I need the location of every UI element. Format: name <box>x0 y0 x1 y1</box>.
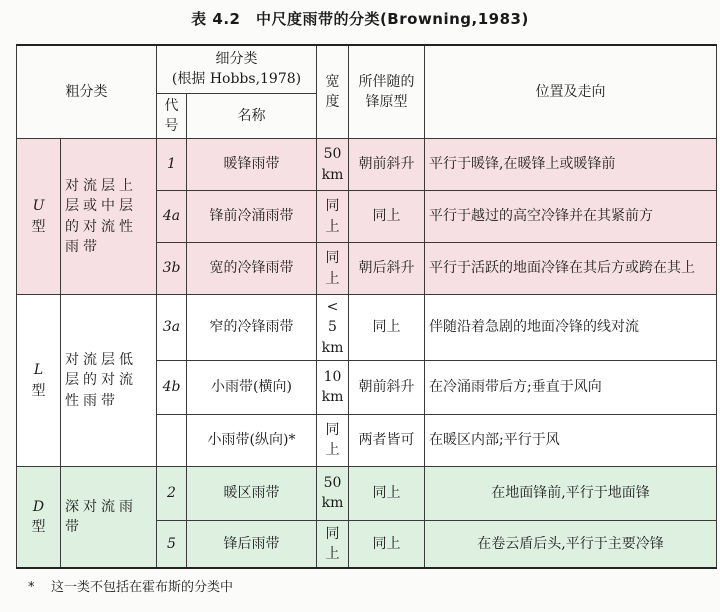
table-row <box>17 466 717 520</box>
header-code: 代号 <box>157 93 187 139</box>
row-name: 暖锋雨带 <box>187 139 317 191</box>
row-code: 1 <box>157 139 187 191</box>
row-code: 5 <box>157 520 187 568</box>
row-name: 宽的冷锋雨带 <box>187 243 317 295</box>
group-l-type <box>17 295 61 467</box>
row-width: 10 km <box>317 360 349 414</box>
row-name: 小雨带(纵向)* <box>187 414 317 466</box>
row-name: 窄的冷锋雨带 <box>187 295 317 361</box>
row-position: 平行于活跃的地面冷锋在其后方或跨在其上 <box>425 243 717 295</box>
row-position: 在地面锋前,平行于地面锋 <box>425 466 717 520</box>
row-front: 朝前斜升 <box>349 139 425 191</box>
footnote <box>28 576 233 595</box>
row-front: 同上 <box>349 466 425 520</box>
group-u-desc: 对流层上层或中层的对流性雨带 <box>61 139 157 295</box>
row-front: 朝前斜升 <box>349 360 425 414</box>
group-u-suffix: 型 <box>31 218 46 235</box>
group-d-type <box>17 466 61 568</box>
row-code <box>157 414 187 466</box>
table-row <box>17 139 717 191</box>
classification-table-wrapper <box>16 44 716 569</box>
group-l-desc: 对流层低层的对流性雨带 <box>61 295 157 467</box>
row-width: 50 km <box>317 466 349 520</box>
footnote-text: 这一类不包括在霍布斯的分类中 <box>51 580 234 595</box>
row-width: 同上 <box>317 520 349 568</box>
classification-table <box>16 44 717 569</box>
header-position: 位置及走向 <box>425 45 717 139</box>
header-coarse: 粗分类 <box>17 45 157 139</box>
row-width: 同上 <box>317 414 349 466</box>
row-position: 在暖区内部;平行于风 <box>425 414 717 466</box>
group-d-letter: D <box>32 498 45 515</box>
group-d-suffix: 型 <box>31 519 46 536</box>
row-front: 同上 <box>349 520 425 568</box>
header-fine-label: 细分类 <box>215 50 258 67</box>
row-position: 在冷涌雨带后方;垂直于风向 <box>425 360 717 414</box>
row-width: 同上 <box>317 191 349 243</box>
row-front: 同上 <box>349 295 425 361</box>
row-code: 4a <box>157 191 187 243</box>
row-front: 朝后斜升 <box>349 243 425 295</box>
row-code: 4b <box>157 360 187 414</box>
header-row-1 <box>17 45 717 93</box>
group-l-suffix: 型 <box>31 382 46 399</box>
footnote-mark: * <box>28 580 35 595</box>
row-width: 50 km <box>317 139 349 191</box>
row-position: 在卷云盾后头,平行于主要冷锋 <box>425 520 717 568</box>
row-position: 伴随沿着急剧的地面冷锋的线对流 <box>425 295 717 361</box>
row-name: 小雨带(横向) <box>187 360 317 414</box>
row-front: 同上 <box>349 191 425 243</box>
group-u-type <box>17 139 61 295</box>
row-width: 同上 <box>317 243 349 295</box>
group-u-letter: U <box>32 198 45 215</box>
row-position: 平行于暖锋,在暖锋上或暖锋前 <box>425 139 717 191</box>
table-row <box>17 295 717 361</box>
table-title: 表 4.2 中尺度雨带的分类(Browning,1983) <box>191 10 529 28</box>
row-code: 3a <box>157 295 187 361</box>
group-d-desc: 深对流雨带 <box>61 466 157 568</box>
header-fine <box>157 45 317 93</box>
header-fine-source: (根据 Hobbs,1978) <box>171 71 302 88</box>
row-name: 锋后雨带 <box>187 520 317 568</box>
group-l-letter: L <box>33 362 44 379</box>
row-code: 2 <box>157 466 187 520</box>
header-name: 名称 <box>187 93 317 139</box>
header-width: 宽度 <box>317 45 349 139</box>
row-code: 3b <box>157 243 187 295</box>
row-position: 平行于越过的高空冷锋并在其紧前方 <box>425 191 717 243</box>
row-width: < 5 km <box>317 295 349 361</box>
row-name: 暖区雨带 <box>187 466 317 520</box>
row-name: 锋前冷涌雨带 <box>187 191 317 243</box>
header-front: 所伴随的锋原型 <box>349 45 425 139</box>
row-front: 两者皆可 <box>349 414 425 466</box>
